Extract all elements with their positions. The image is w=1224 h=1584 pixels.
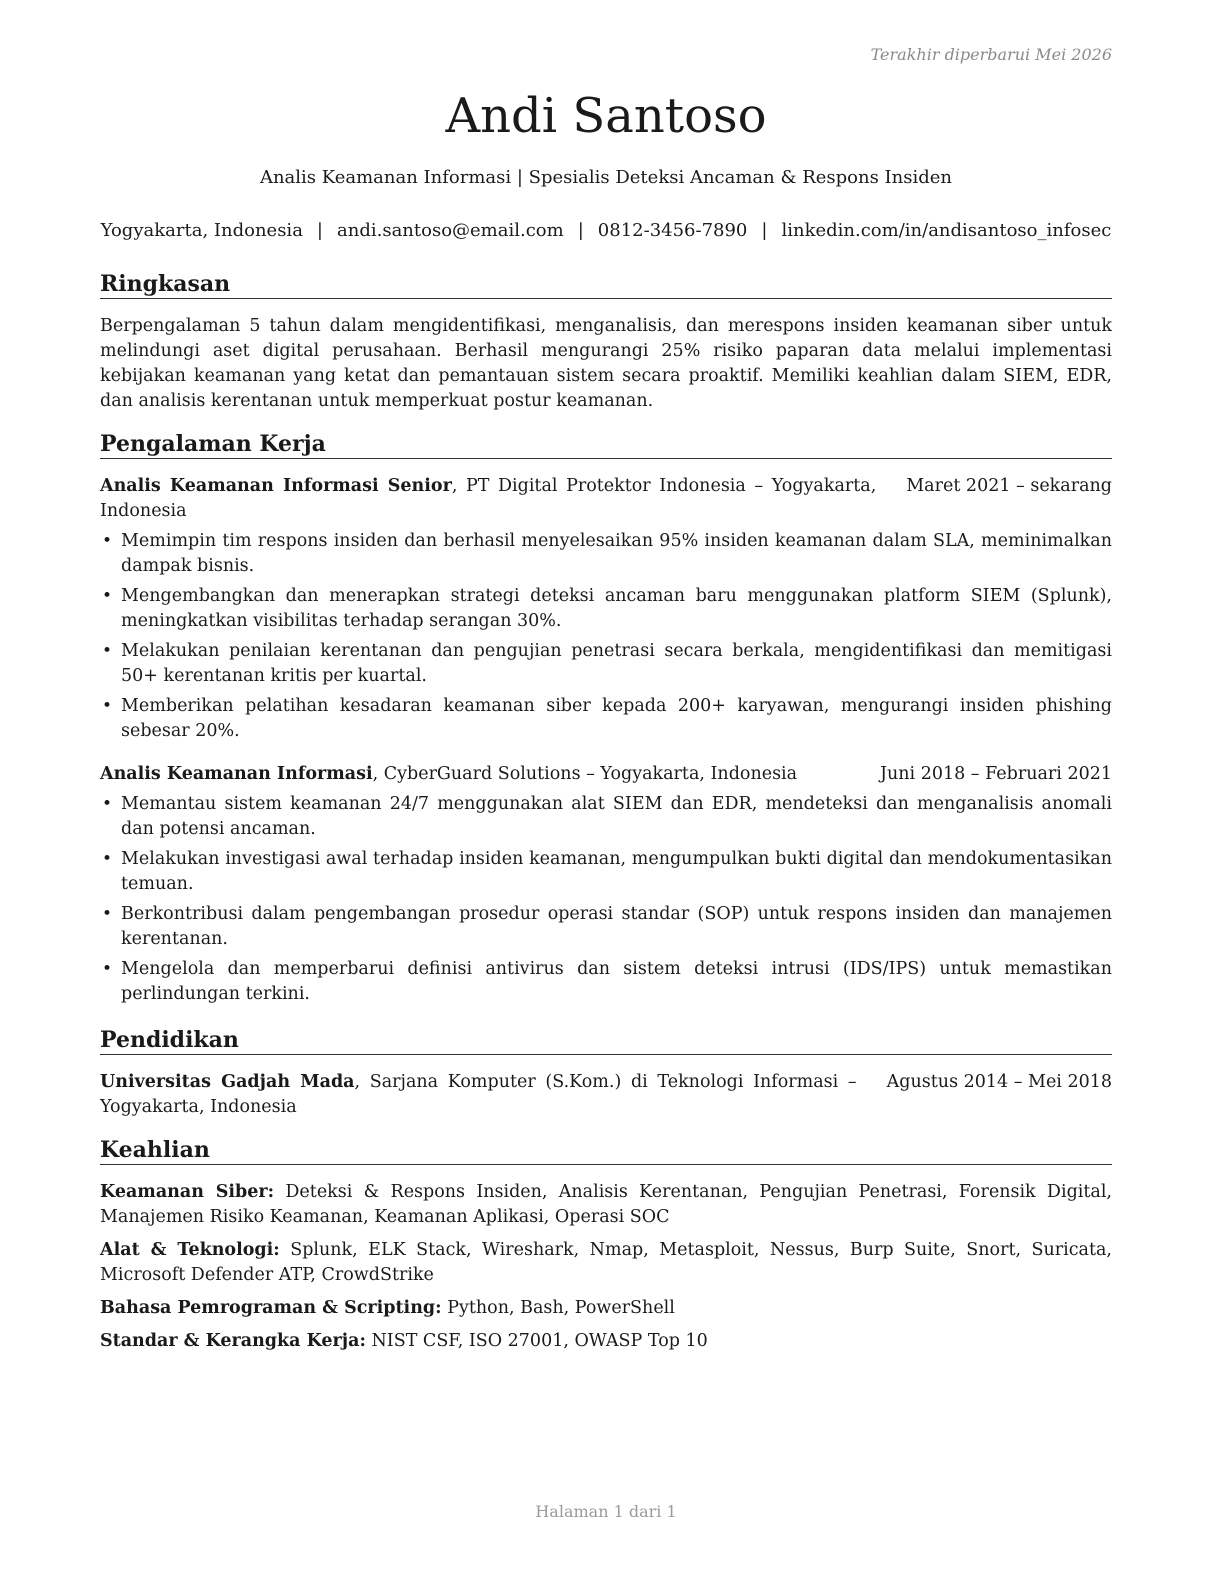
bullet-text: Berkontribusi dalam pengembangan prosedur operasi standar (SOP) untuk respons insiden dan manajemen kerentanan. bbox=[121, 904, 1112, 949]
section-title: Ringkasan bbox=[100, 270, 1112, 299]
skill-value: Splunk, ELK Stack, Wireshark, Nmap, Metasploit, Nessus, Burp Suite, Snort, Suricata, Microsoft Defender ATP, CrowdStrike bbox=[100, 1240, 1112, 1285]
contact-location: Yogyakarta, Indonesia bbox=[100, 220, 303, 241]
job-entry bbox=[100, 762, 1112, 1007]
skills-section bbox=[100, 1136, 1112, 1362]
contact-linkedin[interactable]: linkedin.com/in/andisantoso_infosec bbox=[781, 220, 1112, 241]
skill-label: Alat & Teknologi: bbox=[100, 1240, 280, 1260]
education-entry bbox=[100, 1070, 1112, 1120]
bullet-icon: • bbox=[102, 794, 113, 814]
bullet-text: Memberikan pelatihan kesadaran keamanan siber kepada 200+ karyawan, mengurangi insiden phishing sebesar 20%. bbox=[121, 696, 1112, 741]
last-updated: Terakhir diperbarui Mei 2026 bbox=[870, 45, 1112, 64]
job-header bbox=[100, 762, 1112, 787]
bullet-text: Memantau sistem keamanan 24/7 menggunakan alat SIEM dan EDR, mendeteksi dan menganalisis anomali dan potensi ancaman. bbox=[121, 794, 1112, 839]
job-entry bbox=[100, 474, 1112, 744]
job-company: , PT Digital Protektor Indonesia – Yogyakarta, Indonesia bbox=[100, 476, 877, 521]
summary-text: Berpengalaman 5 tahun dalam mengidentifikasi, menganalisis, dan merespons insiden keamanan siber untuk melindungi aset digital perusahaan. Berhasil mengurangi 25% risiko paparan data melalui implementasi kebijakan keamanan yang ketat dan pemantauan sistem secara proaktif. Memiliki keahlian dalam SIEM, EDR, dan analisis kerentanan untuk memperkuat postur keamanan. bbox=[100, 316, 1112, 411]
candidate-name: Andi Santoso bbox=[445, 88, 767, 144]
bullet-text: Mengembangkan dan menerapkan strategi deteksi ancaman baru menggunakan platform SIEM (Splunk), meningkatkan visibilitas terhadap serangan 30%. bbox=[121, 586, 1112, 631]
bullet-icon: • bbox=[102, 586, 113, 606]
list-item bbox=[100, 792, 1112, 842]
job-role: Analis Keamanan Informasi bbox=[100, 764, 373, 784]
skill-value: NIST CSF, ISO 27001, OWASP Top 10 bbox=[365, 1331, 708, 1351]
skill-row bbox=[100, 1296, 1112, 1321]
skill-label: Bahasa Pemrograman & Scripting: bbox=[100, 1298, 442, 1318]
bullet-icon: • bbox=[102, 531, 113, 551]
skill-label: Keamanan Siber: bbox=[100, 1182, 275, 1202]
education-school: Universitas Gadjah Mada bbox=[100, 1072, 355, 1092]
skill-value: Deteksi & Respons Insiden, Analisis Kerentanan, Pengujian Penetrasi, Forensik Digital, Manajemen Risiko Keamanan, Keamanan Aplikasi, Operasi SOC bbox=[100, 1182, 1112, 1227]
contact-email[interactable]: andi.santoso@email.com bbox=[337, 220, 564, 241]
contact-separator: | bbox=[316, 220, 323, 241]
list-item bbox=[100, 902, 1112, 952]
job-header bbox=[100, 474, 1112, 524]
contact-phone: 0812-3456-7890 bbox=[597, 220, 748, 241]
bullet-icon: • bbox=[102, 959, 113, 979]
job-company: , CyberGuard Solutions – Yogyakarta, Indonesia bbox=[372, 764, 798, 784]
skill-label: Standar & Kerangka Kerja: bbox=[100, 1331, 366, 1351]
list-item bbox=[100, 529, 1112, 579]
bullet-text: Melakukan investigasi awal terhadap insiden keamanan, mengumpulkan bukti digital dan mendokumentasikan temuan. bbox=[121, 849, 1112, 894]
bullet-icon: • bbox=[102, 641, 113, 661]
job-date: Maret 2021 – sekarang bbox=[876, 474, 1112, 499]
bullet-icon: • bbox=[102, 904, 113, 924]
bullet-text: Mengelola dan memperbarui definisi antivirus dan sistem deteksi intrusi (IDS/IPS) untuk memastikan perlindungan terkini. bbox=[121, 959, 1112, 1004]
list-item bbox=[100, 957, 1112, 1007]
job-date: Juni 2018 – Februari 2021 bbox=[850, 762, 1112, 787]
headline: Analis Keamanan Informasi | Spesialis Deteksi Ancaman & Respons Insiden bbox=[259, 167, 953, 188]
summary-section bbox=[100, 270, 1112, 414]
page-number: Halaman 1 dari 1 bbox=[535, 1502, 677, 1521]
education-detail: , Sarjana Komputer (S.Kom.) di Teknologi Informasi – Yogyakarta, Indonesia bbox=[100, 1072, 857, 1117]
job-bullets bbox=[100, 529, 1112, 744]
bullet-icon: • bbox=[102, 849, 113, 869]
bullet-text: Melakukan penilaian kerentanan dan pengujian penetrasi secara berkala, mengidentifikasi dan memitigasi 50+ kerentanan kritis per kuartal. bbox=[121, 641, 1112, 686]
bullet-icon: • bbox=[102, 696, 113, 716]
education-date: Agustus 2014 – Mei 2018 bbox=[857, 1070, 1112, 1095]
skill-row bbox=[100, 1180, 1112, 1230]
bullet-text: Memimpin tim respons insiden dan berhasil menyelesaikan 95% insiden keamanan dalam SLA, meminimalkan dampak bisnis. bbox=[121, 531, 1112, 576]
list-item bbox=[100, 847, 1112, 897]
education-section bbox=[100, 1026, 1112, 1120]
skill-row bbox=[100, 1238, 1112, 1288]
skill-row bbox=[100, 1329, 1112, 1354]
section-title: Keahlian bbox=[100, 1136, 1112, 1165]
contact-line bbox=[100, 220, 1112, 241]
experience-section bbox=[100, 430, 1112, 1012]
list-item bbox=[100, 639, 1112, 689]
skills-list bbox=[100, 1180, 1112, 1354]
list-item bbox=[100, 694, 1112, 744]
skill-value: Python, Bash, PowerShell bbox=[441, 1298, 675, 1318]
job-role: Analis Keamanan Informasi Senior bbox=[100, 476, 452, 496]
section-title: Pengalaman Kerja bbox=[100, 430, 1112, 459]
contact-separator: | bbox=[761, 220, 768, 241]
section-title: Pendidikan bbox=[100, 1026, 1112, 1055]
list-item bbox=[100, 584, 1112, 634]
contact-separator: | bbox=[577, 220, 584, 241]
job-bullets bbox=[100, 792, 1112, 1007]
